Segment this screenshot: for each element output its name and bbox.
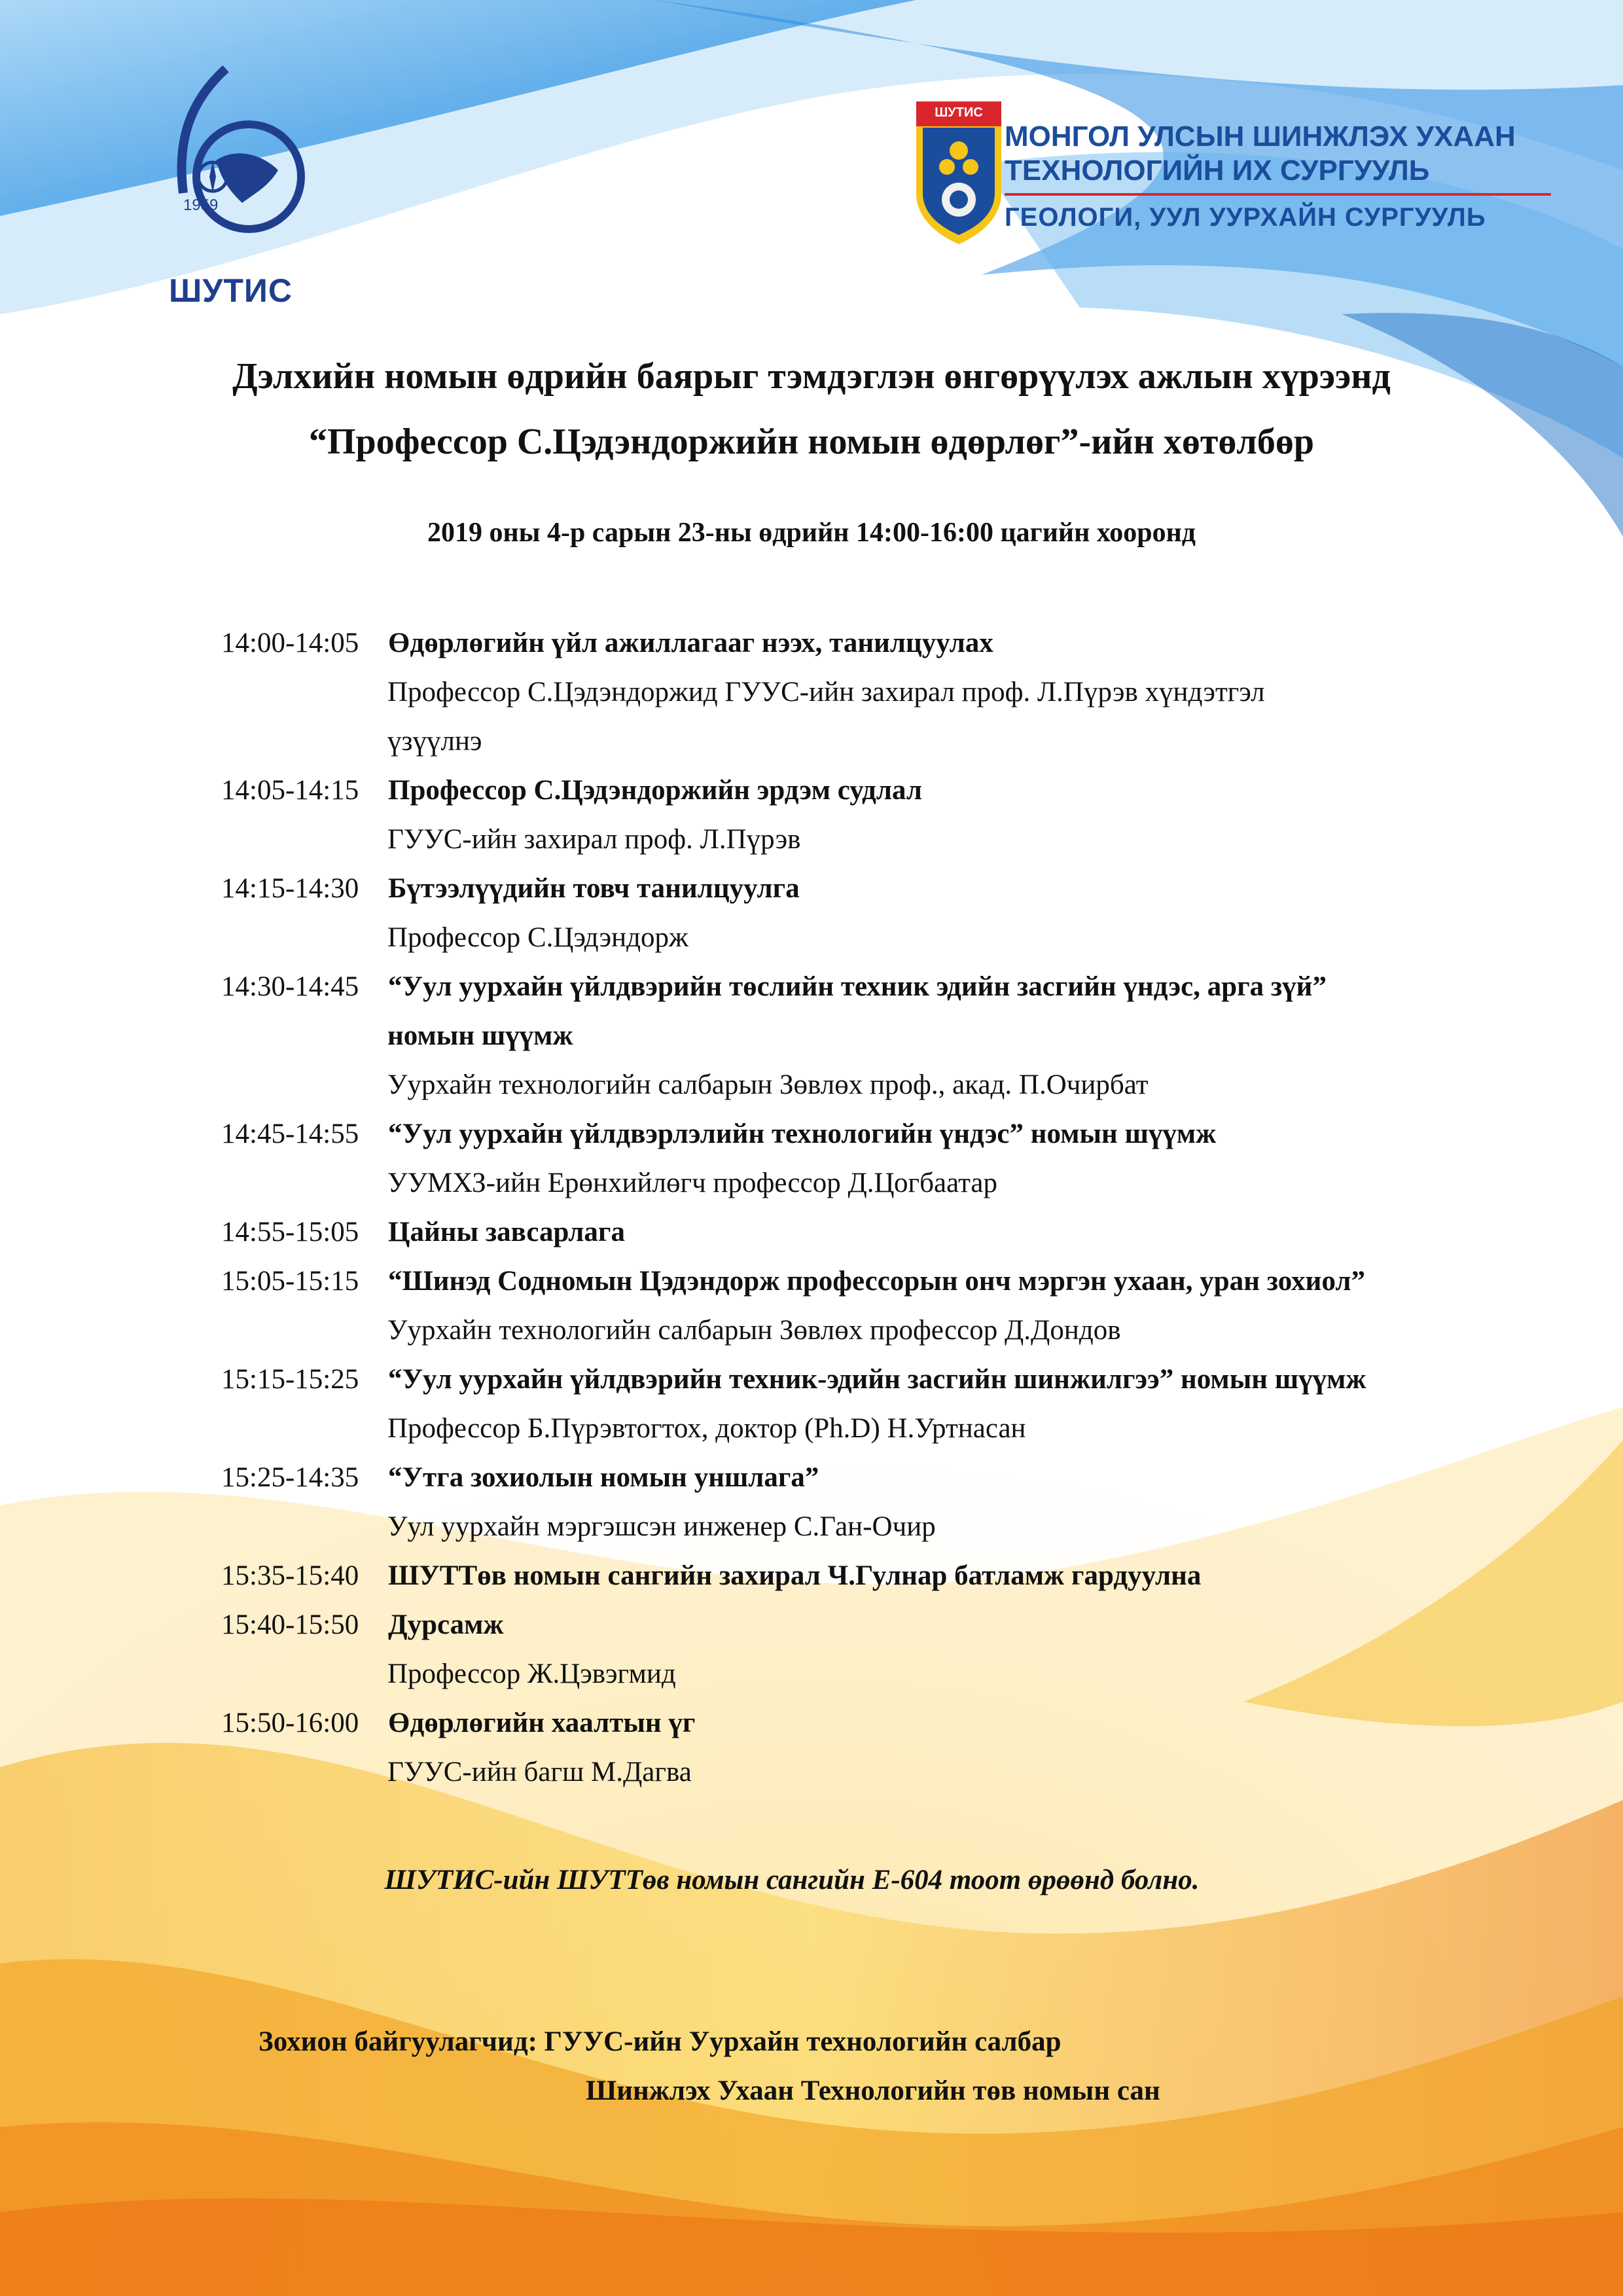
organizers-line2: Шинжлэх Ухаан Технологийн төв номын сан [586, 2075, 1160, 2106]
title-line1: Дэлхийн номын өдрийн баярыг тэмдэглэн өнгөрүүлэх ажлын хүрээнд [232, 356, 1391, 397]
schedule-time: 15:05-15:15 [221, 1266, 359, 1297]
schedule-detail: ГУУС-ийн багш М.Дагва [387, 1757, 692, 1787]
schedule-time: 15:50-16:00 [221, 1708, 359, 1738]
schedule-topic: Бүтээлүүдийн товч танилцуулга [388, 873, 800, 904]
schedule-detail: УУМХЗ-ийн Ерөнхийлөгч профессор Д.Цогбаатар [387, 1168, 998, 1198]
anniversary-year: 1959 [183, 196, 219, 214]
schedule-detail: үзүүлнэ [387, 726, 482, 757]
shield-label: ШУТИС [935, 105, 983, 120]
schedule-time: 14:15-14:30 [221, 873, 359, 904]
schedule-time: 15:15-15:25 [221, 1364, 359, 1395]
schedule-time: 14:30-14:45 [221, 971, 359, 1002]
globe-six-icon [164, 62, 314, 259]
schedule-item [221, 1551, 1582, 1600]
schedule-topic: “Уул уурхайн үйлдвэрийн төслийн техник эдийн засгийн үндэс, арга зүй” [388, 971, 1327, 1002]
schedule-topic: Өдөрлөгийн хаалтын үг [388, 1708, 696, 1738]
date-line: 2019 оны 4-р сарын 23-ны өдрийн 14:00-16:00 цагийн хооронд [427, 518, 1196, 548]
schedule-detail: Профессор Ж.Цэвэгмид [387, 1659, 676, 1689]
schedule-topic: “Утга зохиолын номын уншлага” [388, 1462, 819, 1493]
page-title [0, 344, 1623, 475]
schedule-detail: Профессор С.Цэдэндоржид ГУУС-ийн захирал проф. Л.Пүрэв хүндэтгэл [387, 677, 1265, 708]
schedule-item [221, 1600, 1582, 1698]
shield-icon [913, 101, 1005, 245]
schedule-detail: Уурхайн технологийн салбарын Зөвлөх профессор Д.Дондов [387, 1315, 1121, 1346]
schedule-item [221, 1109, 1582, 1208]
schedule-item [221, 1257, 1582, 1355]
schedule-topic-continued: номын шүүмж [387, 1020, 573, 1051]
schedule-item [221, 1208, 1582, 1257]
schedule-time: 14:55-15:05 [221, 1217, 359, 1247]
schedule-topic: Өдөрлөгийн үйл ажиллагааг нээх, танилцуулах [388, 628, 993, 658]
schedule-item [221, 1698, 1582, 1797]
schedule-time: 15:40-15:50 [221, 1609, 359, 1640]
schedule-item [221, 1453, 1582, 1551]
schedule-time: 15:35-15:40 [221, 1560, 359, 1591]
anniversary-name: ШУТИС [169, 272, 293, 309]
schedule-item [221, 864, 1582, 962]
schedule-item [221, 766, 1582, 864]
schedule-detail: Уул уурхайн мэргэшсэн инженер С.Ган-Очир [387, 1511, 936, 1542]
schedule-detail: Профессор С.Цэдэндорж [387, 922, 688, 953]
schedule-topic: Цайны завсарлага [388, 1217, 625, 1247]
schedule-detail: Уурхайн технологийн салбарын Зөвлөх проф., акад. П.Очирбат [387, 1069, 1149, 1100]
schedule-detail: Профессор Б.Пүрэвтогтох, доктор (Ph.D) Н.Уртнасан [387, 1413, 1026, 1444]
schedule-time: 14:05-14:15 [221, 775, 359, 806]
venue-note: ШУТИС-ийн ШУТТөв номын сангийн Е-604 тоот өрөөнд болно. [384, 1865, 1200, 1895]
schedule-item [221, 619, 1582, 766]
schedule-time: 15:25-14:35 [221, 1462, 359, 1493]
schedule-topic: Профессор С.Цэдэндоржийн эрдэм судлал [388, 775, 922, 806]
schedule-detail: ГУУС-ийн захирал проф. Л.Пүрэв [387, 824, 801, 855]
school-name: ГЕОЛОГИ, УУЛ УУРХАЙН СУРГУУЛЬ [1005, 203, 1486, 232]
schedule-topic: ШУТТөв номын сангийн захирал Ч.Гулнар батламж гардуулна [388, 1560, 1202, 1591]
university-name-line2: ТЕХНОЛОГИЙН ИХ СУРГУУЛЬ [1005, 154, 1430, 187]
schedule-topic: Дурсамж [388, 1609, 504, 1640]
schedule [221, 619, 1582, 1797]
schedule-item [221, 962, 1582, 1109]
schedule-item [221, 1355, 1582, 1453]
university-logo [913, 101, 1580, 252]
organizers-line1: Зохион байгуулагчид: ГУУС-ийн Уурхайн технологийн салбар [259, 2026, 1061, 2057]
schedule-topic: “Шинэд Содномын Цэдэндорж профессорын онч мэргэн ухаан, уран зохиол” [388, 1266, 1366, 1297]
anniversary-logo [164, 62, 314, 309]
university-name-line1: МОНГОЛ УЛСЫН ШИНЖЛЭХ УХААН [1005, 120, 1516, 152]
title-line2: “Профессор С.Цэдэндоржийн номын өдөрлөг”-ийн хөтөлбөр [309, 422, 1314, 462]
header-divider [1005, 193, 1551, 196]
schedule-topic: “Уул уурхайн үйлдвэрлэлийн технологийн үндэс” номын шүүмж [388, 1119, 1217, 1149]
university-name [1005, 120, 1561, 188]
schedule-time: 14:00-14:05 [221, 628, 359, 658]
schedule-topic: “Уул уурхайн үйлдвэрийн техник-эдийн засгийн шинжилгээ” номын шүүмж [388, 1364, 1366, 1395]
schedule-time: 14:45-14:55 [221, 1119, 359, 1149]
